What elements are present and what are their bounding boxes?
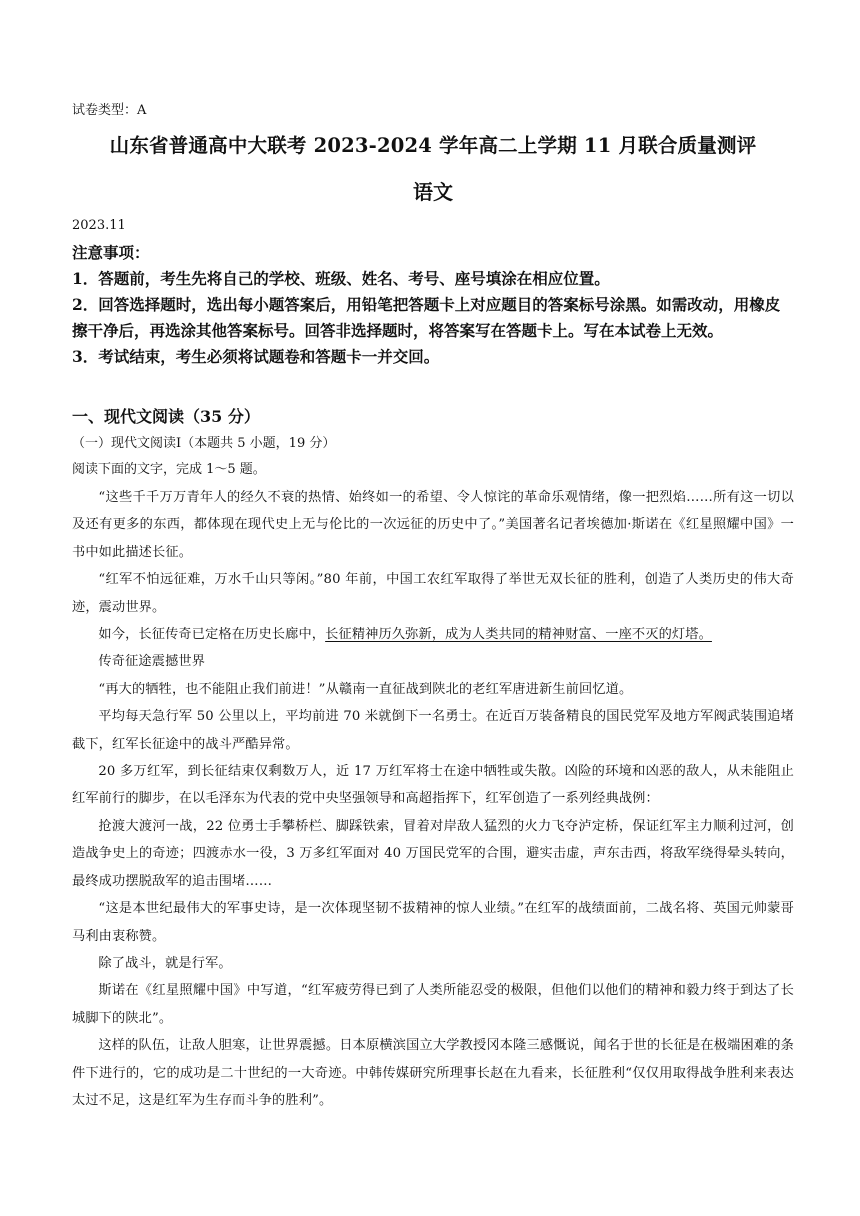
passage-paragraph: 斯诺在《红星照耀中国》中写道，“红军疲劳得已到了人类所能忍受的极限，但他们以他们的精神和毅力终于到达了长城脚下的陕北”。 [72,983,794,1026]
passage-paragraph [72,621,794,648]
section-heading: 一、现代文阅读（35 分） [72,407,260,426]
notice-item-2: 2．回答选择题时，选出每小题答案后，用铅笔把答题卡上对应题目的答案标号涂黑。如需改动，用橡皮擦干净后，再选涂其他答案标号。回答非选择题时，将答案写在答题卡上。写在本试卷上无效。 [72,295,781,340]
passage-paragraph: 这样的队伍，让敌人胆寒，让世界震撼。日本原横滨国立大学教授冈本隆三感慨说，闻名于世的长征是在极端困难的条件下进行的，它的成功是二十世纪的一大奇迹。中韩传媒研究所理事长赵在九看来，长征胜利“仅仅用取得战争胜利来表达太过不足，这是红军为生存而斗争的胜利”。 [72,1038,794,1108]
passage-paragraph: 抢渡大渡河一战，22 位勇士手攀桥栏、脚踩铁索，冒着对岸敌人猛烈的火力飞夺泸定桥，保证红军主力顺利过河，创造战争史上的奇迹；四渡赤水一役，3 万多红军面对 40 万国民党军的合围，避实击虚，声东击西，将敌军绕得晕头转向，最终成功摆脱敌军的追击围堵…… [72,818,794,889]
exam-date: 2023.11 [72,218,126,233]
passage-subtitle: 传奇征途震撼世界 [98,654,206,670]
exam-title: 山东省普通高中大联考 2023-2024 学年高二上学期 11 月联合质量测评 [109,134,757,157]
notice-block [72,240,794,370]
reading-passage [72,484,794,1114]
subject-title: 语文 [413,180,453,204]
notice-heading: 注意事项： [72,243,150,262]
exam-type-label: 试卷类型：A [72,103,147,118]
passage-paragraph: “这是本世纪最伟大的军事史诗，是一次体现坚韧不拔精神的惊人业绩。”在红军的战绩面前，二战名将、英国元帅蒙哥马利由衷称赞。 [72,901,794,944]
passage-paragraph: “红军不怕远征难，万水千山只等闲。”80 年前，中国工农红军取得了举世无双长征的胜利，创造了人类历史的伟大奇迹，震动世界。 [72,572,794,615]
underlined-sentence: 长征精神历久弥新，成为人类共同的精神财富、一座不灭的灯塔。 [325,627,712,643]
passage-text: 如今，长征传奇已定格在历史长廊中， [98,627,326,643]
passage-paragraph: “这些千千万万青年人的经久不衰的热情、始终如一的希望、令人惊诧的革命乐观情绪，像一把烈焰……所有这一切以及还有更多的东西，都体现在现代史上无与伦比的一次远征的历史中了。”美国著名记者埃德加·斯诺在《红星照耀中国》一书中如此描述长征。 [72,490,794,560]
passage-paragraph: “再大的牺牲，也不能阻止我们前进！”从赣南一直征战到陕北的老红军唐进新生前回忆道。 [98,681,633,697]
notice-item-1: 1．答题前，考生先将自己的学校、班级、姓名、考号、座号填涂在相应位置。 [72,269,610,288]
section-subheading: （一）现代文阅读Ⅰ（本题共 5 小题，19 分） [72,436,336,451]
passage-paragraph: 平均每天急行军 50 公里以上，平均前进 70 米就倒下一名勇士。在近百万装备精良的国民党军及地方军阀武装围追堵截下，红军长征途中的战斗严酷异常。 [72,709,794,752]
passage-paragraph: 20 多万红军，到长征结束仅剩数万人，近 17 万红军将士在途中牺牲或失散。凶险的环境和凶恶的敌人，从未能阻止红军前行的脚步，在以毛泽东为代表的党中央坚强领导和高超指挥下，红军创造了一系列经典战例： [72,764,794,807]
reading-instruction: 阅读下面的文字，完成 1～5 题。 [72,462,266,477]
passage-paragraph: 除了战斗，就是行军。 [98,955,232,971]
notice-item-3: 3．考试结束，考生必须将试题卷和答题卡一并交回。 [72,347,440,366]
